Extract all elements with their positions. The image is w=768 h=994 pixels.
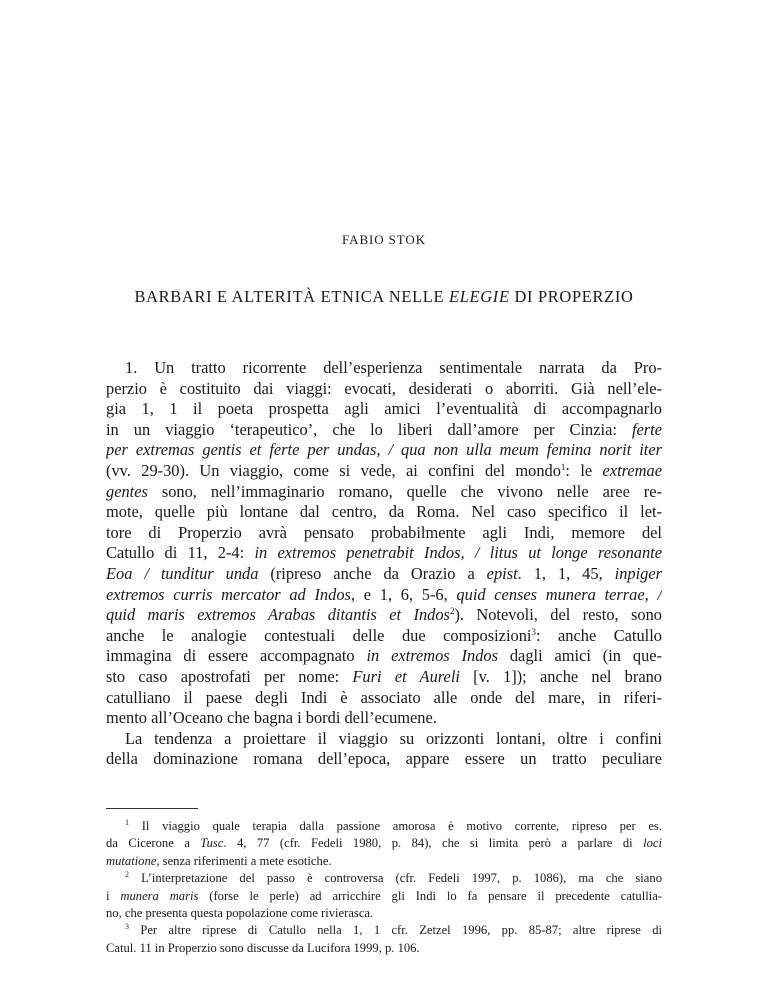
body-line [106, 420, 662, 441]
body-line [106, 379, 662, 400]
text-span: mento all’Oceano che bagna i bordi dell’ecumene. [106, 708, 437, 728]
footnote-line [106, 888, 662, 905]
text-span: sto caso apostrofati per nome: [106, 666, 353, 686]
text-span: . 1, 1, 45, [517, 563, 615, 583]
footnote-line [106, 818, 662, 835]
text-span: Per altre riprese di Catullo nella 1, 1 cfr. Zetzel 1996, pp. 85-87; altre riprese di [129, 923, 662, 938]
italic-text: extremos curris mercator ad Indos [106, 584, 351, 604]
italic-text: munera maris [120, 888, 199, 903]
text-span: tore di Properzio avrà pensato probabilmente agli Indi, memore del [106, 522, 662, 542]
text-span: Catul. 11 in Properzio sono discusse da Lucifora 1999, p. 106. [106, 940, 420, 955]
text-span: [v. 1]); anche nel brano [459, 666, 662, 686]
italic-text: inpiger [614, 563, 662, 583]
text-span: , e 1, 6, 5-6, [350, 584, 457, 604]
footnote-line [106, 853, 662, 870]
text-span: Il viaggio quale terapia dalla passione amorosa è motivo corrente, ripreso per es. [129, 819, 662, 833]
text-span: (ripreso anche da Orazio a [258, 563, 487, 583]
body-text [106, 358, 662, 770]
body-line [106, 440, 662, 461]
footnote-marker: 2 [125, 870, 129, 880]
body-line [106, 749, 662, 770]
body-line [106, 543, 662, 564]
footnote-marker: 3 [531, 626, 536, 637]
text-span: anche le analogie contestuali delle due composizioni [106, 625, 532, 645]
text-span: della dominazione romana dell’epoca, appare essere un tratto peculiare [106, 749, 662, 769]
italic-text: loci [643, 836, 662, 851]
italic-text: extremae [602, 460, 662, 480]
body-line [106, 729, 662, 750]
text-span: . 4, 77 (cfr. Fedeli 1980, p. 84), che si limita però a parlare di [223, 836, 644, 851]
body-line [106, 399, 662, 420]
footnote-line [106, 870, 662, 887]
footnote-line [106, 905, 662, 922]
text-span: ). Notevoli, del resto, sono [454, 605, 662, 625]
text-span: sono, nell’immaginario romano, quelle che vivono nelle aree re- [147, 481, 662, 501]
body-line [106, 646, 662, 667]
italic-text: in extremos Indos [366, 646, 498, 666]
text-span: (vv. 29-30). Un viaggio, come si vede, ai confini del mondo [106, 460, 561, 480]
body-line [106, 358, 662, 379]
text-span: Catullo di 11, 2-4: [106, 543, 255, 563]
title-text-italic: ELEGIE [449, 287, 510, 306]
footnote-marker: 2 [449, 606, 455, 617]
footnote-marker: 1 [560, 461, 566, 472]
body-line [106, 523, 662, 544]
italic-text: Tusc [200, 836, 224, 851]
text-span: La tendenza a proiettare il viaggio su orizzonti lontani, oltre i confini [125, 728, 662, 748]
text-span: , senza riferimenti a mete esotiche. [156, 853, 332, 868]
text-span: perzio è costituito dai viaggi: evocati, desiderati o aborriti. Già nell’ele- [106, 378, 662, 398]
text-span: catulliano il paese degli Indi è associato alle onde del mare, in riferi- [106, 687, 662, 707]
text-span: in un viaggio ‘terapeutico’, che lo liberi dall’amore per Cinzia: [106, 419, 632, 439]
text-span: : le [565, 460, 603, 480]
article-title [106, 287, 662, 307]
italic-text: epist [486, 563, 518, 583]
title-text-after: DI PROPERZIO [509, 287, 634, 306]
text-span: i [106, 888, 121, 903]
body-line [106, 482, 662, 503]
title-text-before: BARBARI E ALTERITÀ ETNICA NELLE [134, 287, 450, 306]
body-line [106, 605, 662, 626]
body-line [106, 461, 662, 482]
footnote-line [106, 835, 662, 852]
italic-text: ferte [631, 419, 662, 439]
italic-text: per extremas gentis et ferte per undas, / qua non ulla meum femina norit iter [106, 440, 662, 460]
footnote-marker: 3 [125, 922, 129, 932]
text-span: immagina di essere accompagnato [106, 646, 367, 666]
footnote-line [106, 940, 662, 957]
body-line [106, 585, 662, 606]
italic-text: mutatione [106, 853, 157, 868]
body-line [106, 502, 662, 523]
text-span: 1. Un tratto ricorrente dell’esperienza sentimentale narrata da Pro- [125, 358, 662, 377]
text-span: : anche Catullo [535, 625, 662, 645]
body-line [106, 708, 662, 729]
italic-text: quid censes munera terrae, / [456, 584, 662, 604]
italic-text: Furi et Aureli [352, 666, 460, 686]
text-span: dagli amici (in que- [497, 646, 662, 666]
text-span: mote, quelle più lontane dal centro, da Roma. Nel caso specifico il let- [106, 502, 662, 522]
text-span: no, che presenta questa popolazione come rivierasca. [106, 905, 374, 920]
footnote-line [106, 922, 662, 939]
text-span: L’interpretazione del passo è controversa (cfr. Fedeli 1997, p. 1086), ma che siano [129, 871, 662, 886]
italic-text: Eoa / tunditur unda [106, 563, 259, 583]
footnote-separator [106, 808, 198, 809]
author-name: FABIO STOK [341, 232, 426, 247]
body-line [106, 564, 662, 585]
text-span: gia 1, 1 il poeta prospetta agli amici l’eventualità di accompagnarlo [106, 399, 662, 419]
footnotes [106, 818, 662, 957]
text-span: da Cicerone a [106, 836, 201, 851]
text-span: (forse le perle) ad arricchire gli Indi lo fa pensare il precedente catullia- [198, 888, 662, 903]
italic-text: quid maris extremos Arabas ditantis et Indos [106, 605, 450, 625]
body-line [106, 626, 662, 647]
italic-text: in extremos penetrabit Indos, / litus ut longe resonante [254, 543, 662, 563]
body-line [106, 667, 662, 688]
body-line [106, 688, 662, 709]
footnote-marker: 1 [125, 818, 129, 827]
italic-text: gentes [106, 481, 148, 501]
